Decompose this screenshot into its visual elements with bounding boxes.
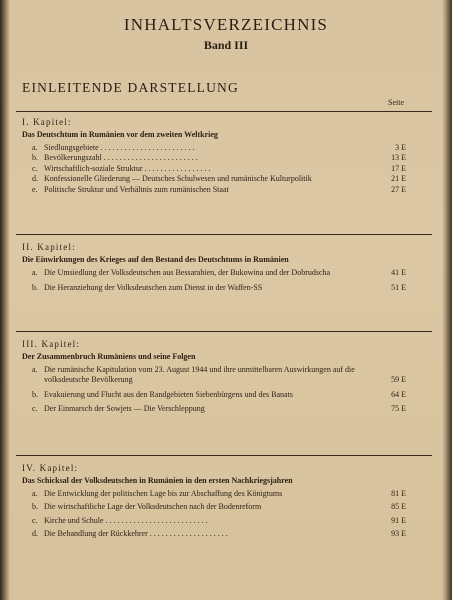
toc-entry: d. Konfessionelle Gliederung — Deutsches Schulwesen und rumänische Kulturpolitik 21 E <box>32 174 406 184</box>
chapter-title: Das Schicksal der Volksdeutschen in Rumänien in den ersten Nachkriegsjahren <box>22 476 293 485</box>
toc-title: INHALTSVERZEICHNIS <box>123 15 329 34</box>
section-title: EINLEITENDE DARSTELLUNG <box>22 80 239 95</box>
chapter-title: Die Einwirkungen des Krieges auf den Bestand des Deutschtums in Rumänien <box>22 255 289 264</box>
chapter-label: I. Kapitel: <box>22 117 72 127</box>
chapter-4 <box>22 463 412 540</box>
toc-entry: b. Evakuierung und Flucht aus den Randgebieten Siebenbürgens und des Banats 64 E <box>32 389 406 399</box>
toc-entry: d. Die Behandlung der Rückkehrer . . . . . . . . . . . . . . . . . . . . 93 E <box>32 529 406 539</box>
band-label: Band III <box>203 38 249 52</box>
toc-entry: a. Die rumänische Kapitulation vom 23. August 1944 und ihre unmittelbaren Auswirkungen auf die volksdeutsche Bevölkerung 59 E <box>32 364 406 385</box>
toc-entry: a. Die Umsiedlung der Volksdeutschen aus Bessarabien, der Bukowina und der Dobrudscha 41 E <box>32 267 406 277</box>
divider <box>16 455 432 456</box>
chapter-title: Der Zusammenbruch Rumäniens und seine Folgen <box>22 352 196 361</box>
toc-entry: a. Die Entwicklung der politischen Lage bis zur Abschaffung des Königtums 81 E <box>32 488 406 498</box>
toc-entry: c. Wirtschaftlich-soziale Struktur . . . . . . . . . . . . . . . . . 17 E <box>32 163 406 173</box>
page-edge-left <box>0 0 10 600</box>
page-column-label: Seite <box>388 98 404 107</box>
chapter-label: II. Kapitel: <box>22 242 76 252</box>
chapter-2 <box>22 242 412 294</box>
chapter-label: IV. Kapitel: <box>22 463 79 473</box>
chapter-label: III. Kapitel: <box>22 339 81 349</box>
toc-entry: a. Siedlungsgebiete . . . . . . . . . . . . . . . . . . . . . . . . 3 E <box>32 142 406 152</box>
divider <box>16 331 432 332</box>
toc-entry: c. Der Einmarsch der Sowjets — Die Verschleppung 75 E <box>32 404 406 414</box>
toc-entry: e. Politische Struktur und Verhältnis zum rumänischen Staat 27 E <box>32 184 406 194</box>
chapter-1 <box>22 117 412 195</box>
toc-entry: b. Die Heranziehung der Volksdeutschen zum Dienst in der Waffen-SS 51 E <box>32 283 406 293</box>
divider <box>16 234 432 235</box>
toc-entry: b. Die wirtschaftliche Lage der Volksdeutschen nach der Bodenreform 85 E <box>32 502 406 512</box>
page-edge-right <box>442 0 452 600</box>
chapter-3 <box>22 339 412 415</box>
toc-entry: c. Kirche und Schule . . . . . . . . . . . . . . . . . . . . . . . . . . 91 E <box>32 515 406 525</box>
toc-entry: b. Bevölkerungszahl . . . . . . . . . . . . . . . . . . . . . . . . 13 E <box>32 153 406 163</box>
divider <box>16 111 432 112</box>
chapter-title: Das Deutschtum in Rumänien vor dem zweiten Weltkrieg <box>22 130 218 139</box>
